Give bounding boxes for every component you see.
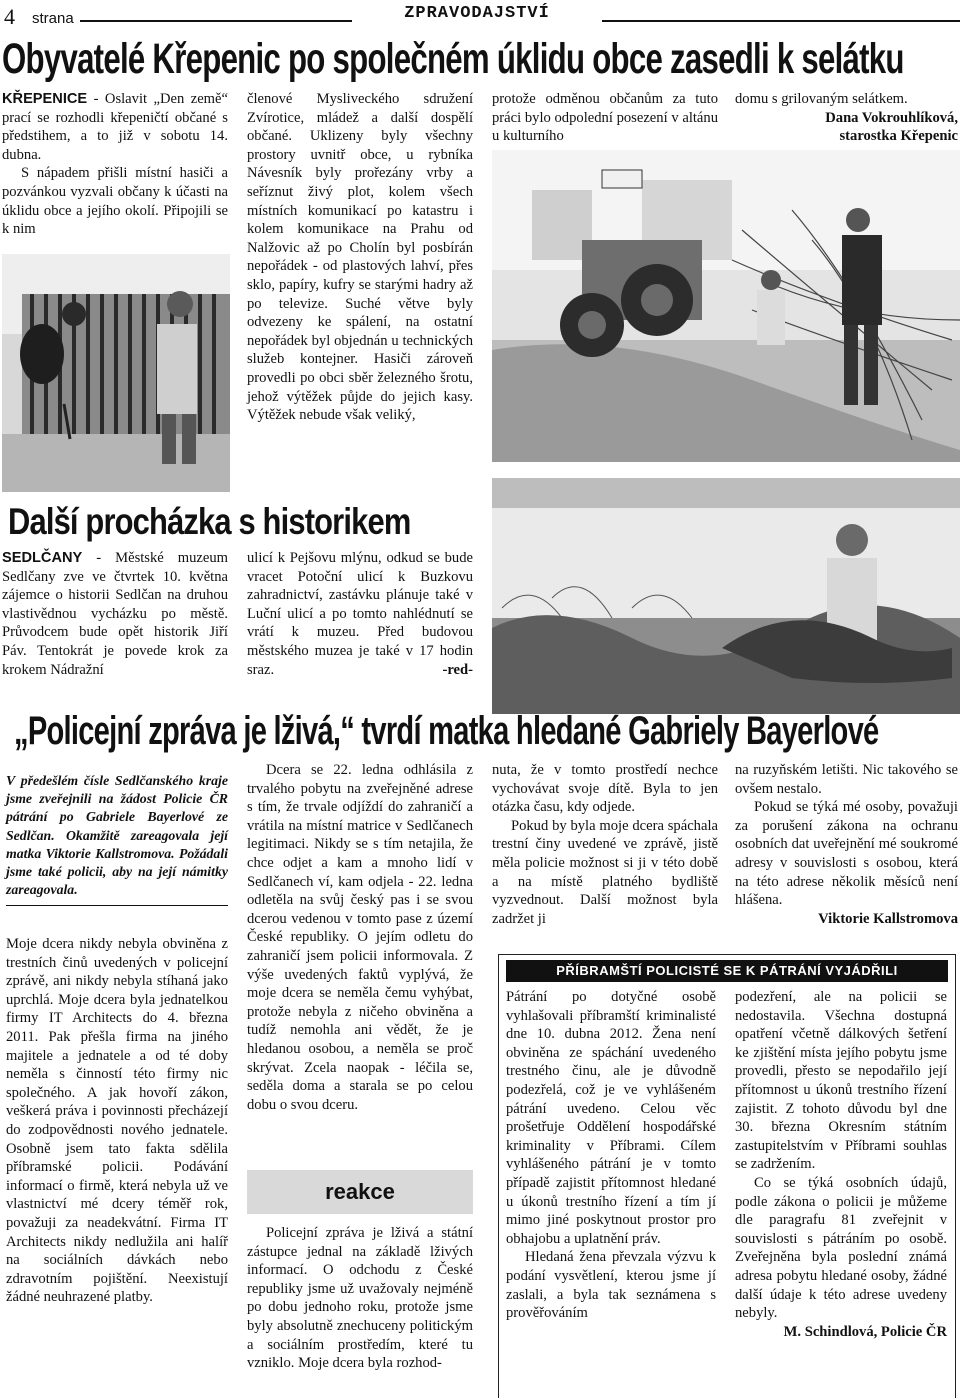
article1-ending: domu s grilovaným selátkem. (735, 91, 908, 107)
article2-paragraph: - Městské muzeum Sedlčany zve ve čtvrtek 10. května zájemce o historii Sedlčan na druhou vlastivědnou vycházku po městě. Průvodcem bude opět historik Jiří Páv. Tentokrát je povede krok za krokem Nádražní (2, 550, 228, 678)
page-number: 4 (4, 4, 15, 29)
article3-paragraph: nuta, že v tomto prostředí nechce vychovávat svoje dítě. Byla to jen otázka času, kdy odjede. (492, 762, 718, 816)
article1-location: KŘEPENICE (2, 91, 88, 107)
photo-children-sweeping (2, 254, 230, 492)
article3-paragraph: Dcera se 22. ledna odhlásila z trvalého pobytu na zveřejněné adrese s tím, že trvale odjíždí do zahraničí a vrátila na místní matrice v Sedlčanech legitimaci. Nikdy se s tím netajila, že chce odjet a kam a mnoho lidí v Sedlčanech ví, kam odjela - 22. ledna odletěla na svůj český pas i se svou dcerou vedenou v tomto pase z území České republiky. O jejím odletu do zahraničí jsem policii informovala. Z výše uvedených faktů vyplývá, že moje dcera se neměla čemu vyhýbat, protože nebyla z ničeho obviněna a tudíž nemohla ani vědět, že je hledanou osobou, a neměla se proč skrývat. Zcela naopak - léčila se, seděla doma a starala se po celou dobu o svou dceru. (247, 762, 473, 1113)
article3-paragraph: Policejní zpráva je lživá a státní zástupce jednal na základě lživých informací. O odchodu z České republiky jsme už uvažovaly nejméně po dobu jednoho roku, protože jsme byly absolutně znechuceny politickým a sociálním prostředím, které tu vzniklo. Moje dcera byla rozhod- (247, 1225, 473, 1372)
article2-column-1 (2, 549, 228, 679)
article3-column-2b (247, 1224, 473, 1373)
article1-paragraph: S nápadem přišli místní hasiči a pozvánkou vyzvali občany k účasti na úklidu obce a jejího okolí. Připojili se k nim (2, 165, 228, 238)
article1-author-role: starostka Křepenic (839, 128, 958, 145)
article1-author: Dana Vokrouhlíková, (825, 109, 958, 126)
police-box-column-1 (506, 988, 716, 1323)
photo-tractor-branches (492, 150, 960, 462)
police-box-paragraph: Hledaná žena převzala výzvu k podání vysvětlení, kterou jsme jí zaslali, a byla tak seznámena s prověřováním (506, 1249, 716, 1322)
photo-woman-garden (492, 478, 960, 714)
article2-paragraph: ulicí k Pejšovu mlýnu, odkud se bude vracet Potoční ulicí k Buzkovu zahradnictví, zastávku plánuje také v Luční ulicí a po tomto nahlédnutí se vrátí k muzeu. Před budovou městského muzea je také v 17 hodin sraz. (247, 550, 473, 678)
article3-intro: V předešlém čísle Sedlčanského kraje jsme zveřejnili na žádost Policie ČR pátrání po Gabriele Bayerlové ze Sedlčan. Okamžitě zareagovala její matka Viktorie Kallstromova. Požádali jsme také policii, aby na její námitky zareagovala. (6, 768, 228, 906)
article3-author: Viktorie Kallstromova (818, 910, 958, 927)
section-title: ZPRAVODAJSTVÍ (352, 4, 602, 23)
article1-paragraph: - Oslavit „Den země“ prací se rozhodli křepeničtí občané s předstihem, a to již v sobotu 14. dubna. (2, 91, 228, 163)
article1-column-3: protože odměnou občanům za tuto práci bylo odpolední posezení v altánu u kulturního (492, 91, 718, 145)
article3-column-1: Moje dcera nikdy nebyla obviněna z trestních činů uvedených v policejní zprávě, ani nikdy nebyla stíhaná jako uprchlá. Moje dcera byla jednatelkou firmy IT Architects do 4. března 2011. Pak přešla firma na jiného majitele a jednatele a od té doby neměla s činností této firmy nic společného. A jak hovoří zákon, veškerá práva i povinnosti přecházejí do zodpovědnosti nového jednatele. Osobně jsem tato fakta sdělila příbramské policii. Podávání informací o firmě, která nebyla už ve vlastnictví mé dcery téměř rok, považuji za neadekvátní. Firma IT Architects nikdy nedlužila ani halíř na sociálních dávkách nebo zdravotním pojištění. Neexistují žádné neuhrazené platby. (6, 936, 228, 1306)
article3-headline: „Policejní zpráva je lživá,“ tvrdí matka hledané Gabriely Bayerlové (14, 709, 879, 753)
page-label: strana (32, 10, 74, 27)
police-box-column-2 (735, 988, 947, 1341)
article2-headline: Další procházka s historikem (8, 501, 411, 542)
reakce-text: reakce (325, 1179, 395, 1204)
reakce-label (247, 1170, 473, 1214)
article3-paragraph: Pokud by byla moje dcera spáchala trestní činy uvedené ve zprávě, jistě měla policie možnost si ji v této době a na místě platného bydliště vyzvednout. Další možnost byla zadržet ji (492, 817, 718, 927)
article2-location: SEDLČANY (2, 550, 83, 566)
article1-column-4 (735, 90, 958, 146)
article2-column-2 (247, 549, 473, 679)
article1-headline: Obyvatelé Křepenic po společném úklidu obce zasedli k selátku (2, 35, 904, 83)
article3-column-3 (492, 761, 718, 928)
article1-column-1 (2, 90, 228, 239)
article2-author: -red- (442, 661, 473, 678)
article3-paragraph: na ruzyňském letišti. Nic takového se ovšem nestalo. (735, 762, 958, 797)
article1-column-2: členové Mysliveckého sdružení Zvírotice, mládež a další dospělí občané. Uklizeny byly všechny prostory uvnitř obce, u rybníka Návesník byly prořezány vrby a seříznut živý plot, kolem všech místních komunikací po katastru i kolem komunikace na Prahu od Nalžovic až po Cholín byl posbírán nepořádek - od plastových lahví, přes sklo, papíry, kufry se starými hadry až po televize. Suché větve byly odvezeny ke spálení, na ostatní nepořádek byl objednán u technických služeb kontejner. Hasiči zároveň provedli po obci sběr železného šrotu, jehož výtěžek půjde do jejich kasy. Výtěžek nebude však veliký, (247, 91, 473, 424)
article3-column-2 (247, 761, 473, 1114)
police-box-paragraph: Pátrání po dotyčné osobě vyhlašovali příbramští kriminalisté dne 10. dubna 2012. Žena není obviněna ze spáchání uvedeného trestného činu, ale je důvodně podezřelá, což je ve vyhlášeném pátrání uvedeno. Celou věc prošetřuje Oddělení hospodářské kriminality v Příbrami. Cílem vyhlášeného pátrání je v tomto případě zajistit přítomnost hledané u úkonů trestního řízení a tím jí mimo jiné poskytnout prostor pro obhajobu a uplatnění práv. (506, 989, 716, 1247)
police-box-title: PŘÍBRAMŠTÍ POLICISTÉ SE K PÁTRÁNÍ VYJÁDŘILI (506, 960, 948, 982)
police-box-author: M. Schindlová, Policie ČR (783, 1323, 947, 1340)
police-box-paragraph: podezření, ale na policii se nedostavila. Všechna dostupná opatření včetně dálkových šetření ke zjištění místa jejího pobytu jsme provedli, přesto se nepodařilo její přítomnost u úkonů trestního řízení zajistit. Z tohoto důvodu byl dne 30. března Okresním státním zastupitelstvím v Příbrami souhlas se zadržením. (735, 989, 947, 1173)
police-box-paragraph: Co se týká osobních údajů, podle zákona o policii je můžeme dle paragrafu 81 zveřejnit v souvislosti s pátráním po osobě. Zveřejněna byla poslední známá adresa pobytu hledané osoby, žádné další údaje k této adrese uvedeny nebyly. (735, 1174, 947, 1322)
article3-paragraph: Pokud se týká mé osoby, považuji za porušení zákona na ochranu osobních dat uveřejnění mé soukromé adresy v souvislosti s osobou, která na této adrese několik měsíců není hlášena. (735, 799, 958, 909)
article3-column-4 (735, 761, 958, 928)
